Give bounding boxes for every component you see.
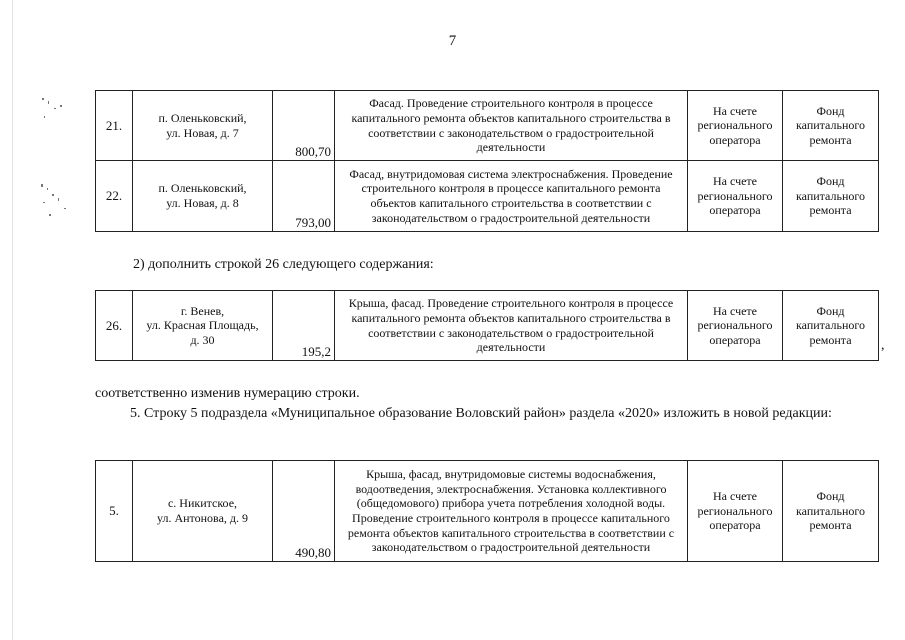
table-top bbox=[95, 90, 879, 232]
row-fund: Фонд капитального ремонта bbox=[783, 161, 879, 232]
row-cost: 793,00 bbox=[273, 161, 335, 232]
row-fund: Фонд капитального ремонта bbox=[783, 461, 879, 562]
row-fund: Фонд капитального ремонта bbox=[783, 91, 879, 161]
table-row-26 bbox=[95, 290, 879, 361]
row-number: 21. bbox=[96, 91, 133, 161]
row-cost: 195,2 bbox=[273, 291, 335, 361]
row-number: 5. bbox=[96, 461, 133, 562]
row-address: п. Оленьковский, ул. Новая, д. 7 bbox=[133, 91, 273, 161]
row-work: Крыша, фасад, внутридомовые системы водоснабжения, водоотведения, электроснабжения. Установка коллективного (общедомового) прибора учета потребления холодной воды. Проведение строительного контроля в процессе капитального ремонта объектов капитального строительства в соответствии с законодательством о градостроительной деятельности bbox=[335, 461, 688, 562]
row-fund: Фонд капитального ремонта bbox=[783, 291, 879, 361]
scan-edge bbox=[12, 0, 13, 640]
row-address: п. Оленьковский, ул. Новая, д. 8 bbox=[133, 161, 273, 232]
scan-noise bbox=[40, 96, 70, 236]
row-source: На счете регионального оператора bbox=[688, 291, 783, 361]
table-row bbox=[96, 461, 879, 562]
table-row bbox=[96, 161, 879, 232]
row-cost: 490,80 bbox=[273, 461, 335, 562]
trailing-comma: , bbox=[881, 338, 885, 353]
row-source: На счете регионального оператора bbox=[688, 461, 783, 562]
paragraph-add-row: 2) дополнить строкой 26 следующего содержания: bbox=[133, 257, 434, 272]
paragraph-item-5: 5. Строку 5 подраздела «Муниципальное образование Воловский район» раздела «2020» изложить в новой редакции: bbox=[130, 406, 832, 421]
row-work: Фасад. Проведение строительного контроля в процессе капитального ремонта объектов капитального строительства в соответствии с законодательством о градостроительной деятельности bbox=[335, 91, 688, 161]
row-number: 26. bbox=[96, 291, 133, 361]
row-source: На счете регионального оператора bbox=[688, 91, 783, 161]
table-row bbox=[96, 291, 879, 361]
row-address: г. Венев, ул. Красная Площадь, д. 30 bbox=[133, 291, 273, 361]
row-address: с. Никитское, ул. Антонова, д. 9 bbox=[133, 461, 273, 562]
table-row-5 bbox=[95, 460, 879, 562]
page-number: 7 bbox=[448, 33, 457, 49]
row-number: 22. bbox=[96, 161, 133, 232]
paragraph-renumber: соответственно изменив нумерацию строки. bbox=[95, 386, 360, 401]
row-work: Фасад, внутридомовая система электроснабжения. Проведение строительного контроля в процессе капитального ремонта объектов капитального строительства в соответствии с законодательством о градостроительной деятельности bbox=[335, 161, 688, 232]
row-cost: 800,70 bbox=[273, 91, 335, 161]
table-row bbox=[96, 91, 879, 161]
row-source: На счете регионального оператора bbox=[688, 161, 783, 232]
row-work: Крыша, фасад. Проведение строительного контроля в процессе капитального ремонта объектов капитального строительства в соответствии с законодательством о градостроительной деятельности bbox=[335, 291, 688, 361]
